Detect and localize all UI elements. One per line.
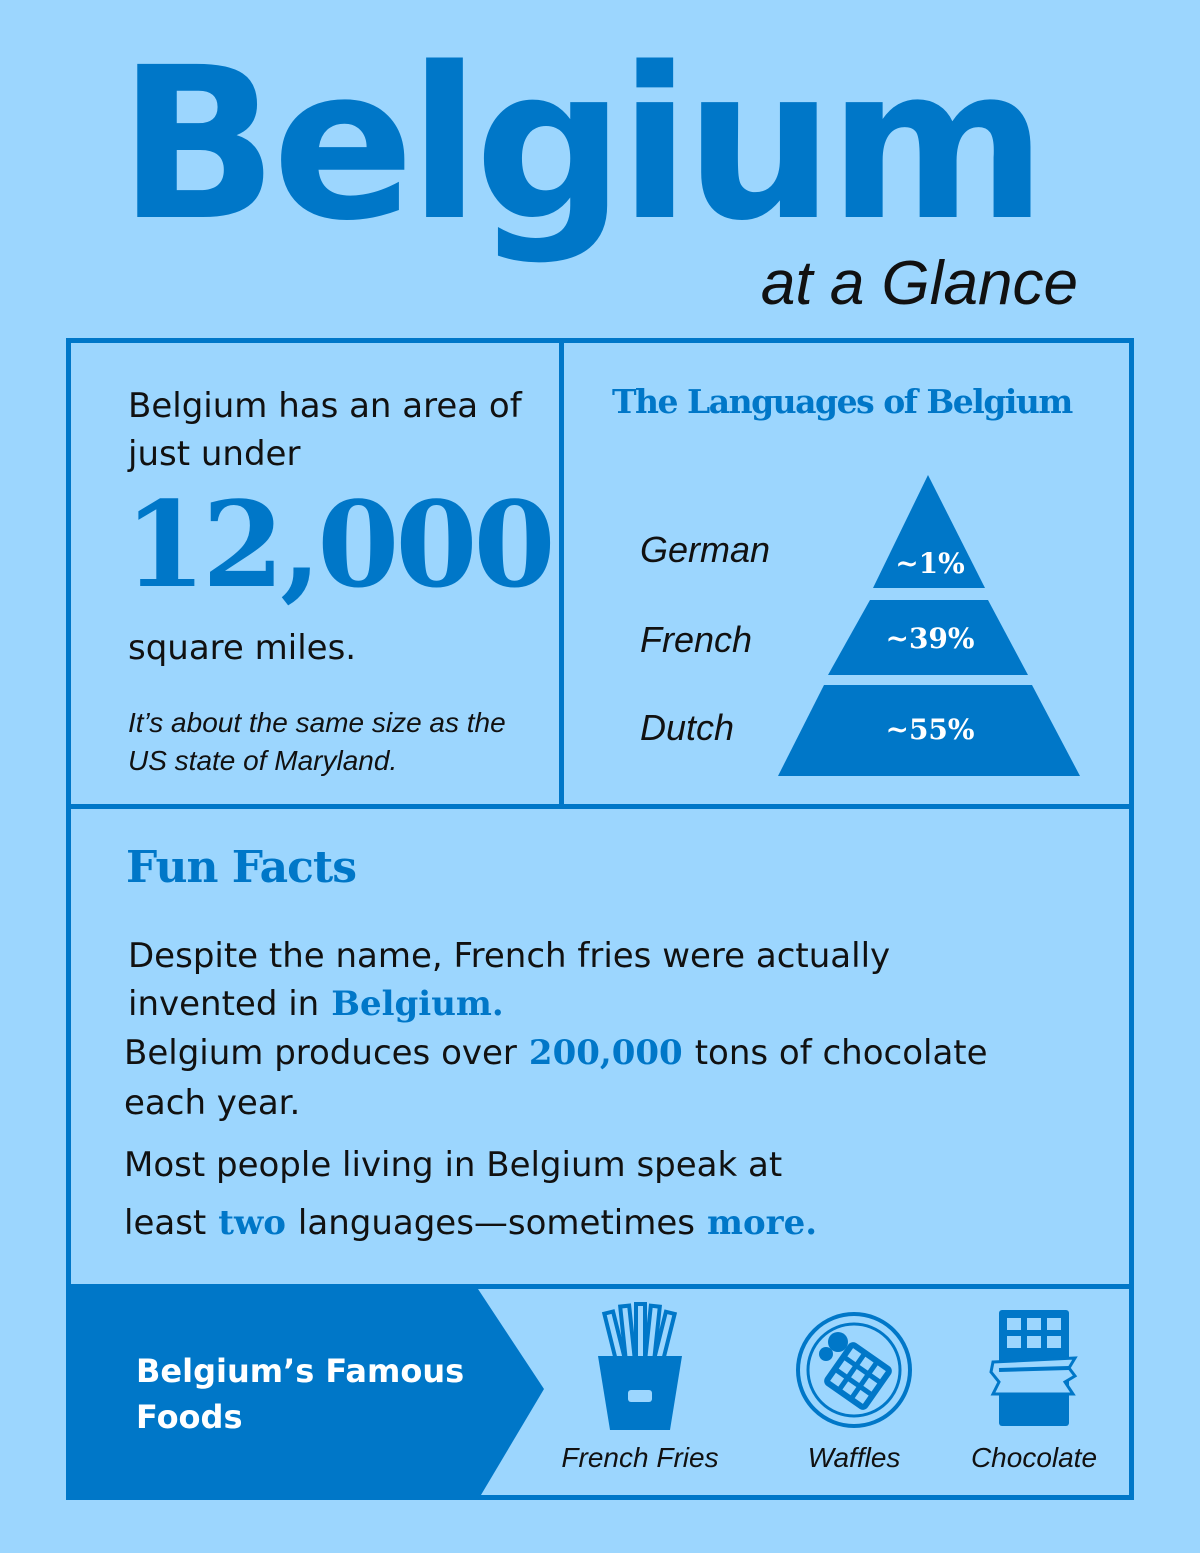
language-label-dutch: Dutch [640,707,735,748]
fun-fact-3-text-a: Most people living in Belgium speak at least [124,1145,783,1243]
language-label-german: German [640,529,771,570]
fun-fact-3-text-b: languages—sometimes [297,1203,695,1243]
food-label-chocolate: Chocolate [970,1442,1098,1473]
fun-fact-3-highlight-a: two [218,1203,286,1243]
fun-fact-1-highlight: Belgium. [331,984,504,1024]
fun-fact-2-text-a: Belgium produces over [124,1033,517,1073]
fun-facts-title: Fun Facts [126,842,356,893]
area-intro-text: Belgium has an area of just under [128,386,522,474]
language-percent-german: ~1% [895,547,965,580]
fun-fact-2-text-b: tons of chocolate each year. [124,1033,988,1123]
chocolate-icon [989,1302,1079,1432]
fun-fact-2-highlight: 200,000 [528,1033,683,1073]
languages-title: The Languages of Belgium [612,382,1072,421]
fun-fact-1 [128,932,1028,1028]
food-item-french-fries [550,1302,730,1476]
area-unit-text: square miles. [128,628,357,668]
fun-fact-1-text: Despite the name, French fries were actually invented in [128,936,891,1024]
waffles-icon [792,1302,916,1432]
divider-vertical [559,338,564,808]
food-item-chocolate [944,1302,1124,1476]
language-label-french: French [640,619,753,660]
language-percent-french: ~39% [885,622,975,655]
fun-fact-3-highlight-b: more. [707,1203,818,1243]
divider-horizontal-top [66,804,1134,809]
area-number: 12,000 [124,475,552,614]
fun-fact-3 [124,1136,1024,1252]
area-comparison-note: It’s about the same size as the US state of Maryland. [128,707,506,776]
fun-fact-2 [124,1028,1024,1128]
language-percent-dutch: ~55% [885,713,975,746]
page-subtitle: at a Glance [760,249,1078,318]
food-item-waffles [764,1302,944,1476]
page-title: Belgium [118,22,1042,267]
food-label-waffles: Waffles [807,1442,901,1473]
french-fries-icon [590,1302,690,1432]
food-label-french-fries: French Fries [561,1442,719,1473]
foods-label: Belgium’s Famous Foods [136,1352,465,1436]
